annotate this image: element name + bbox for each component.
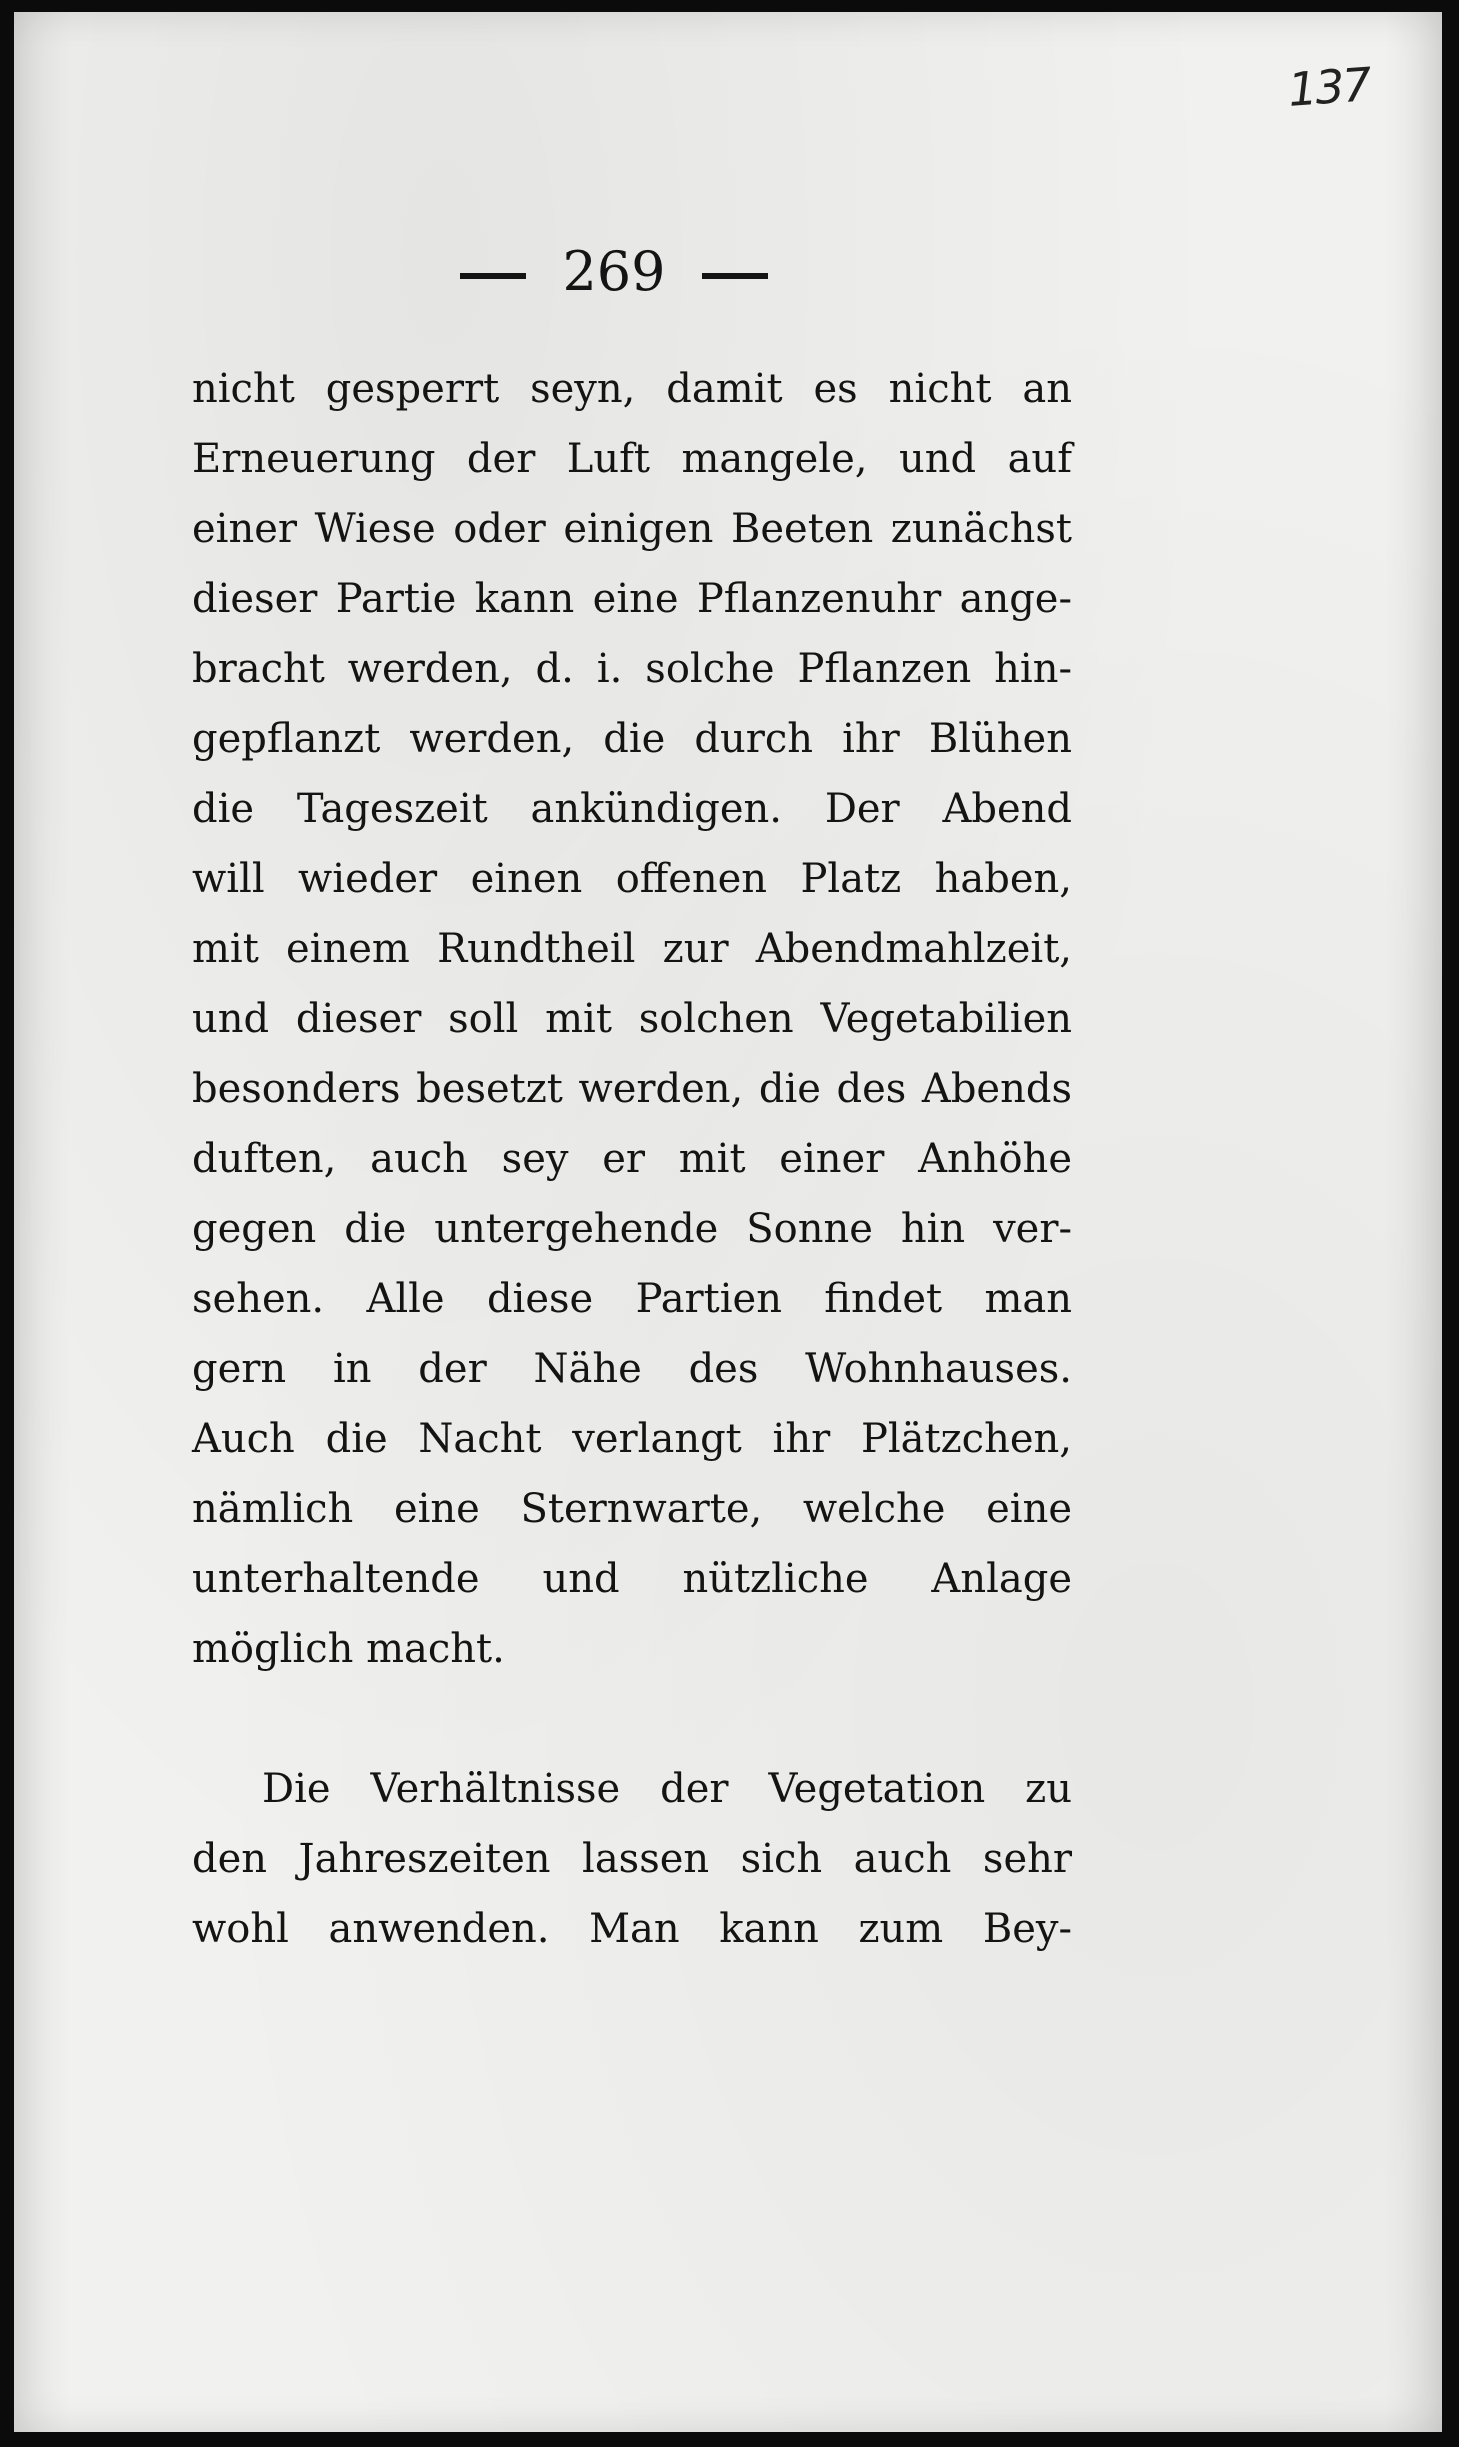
text-line: einer Wiese oder einigen Beeten zunächst: [192, 506, 1072, 552]
text-line: duften, auch sey er mit einer Anhöhe: [192, 1136, 1072, 1182]
text-line: gern in der Nähe des Wohnhauses.: [192, 1346, 1072, 1392]
header-dash-left: [460, 273, 526, 279]
paragraph-1: [192, 354, 1072, 1684]
text-line: nicht gesperrt seyn, damit es nicht an: [192, 366, 1072, 412]
text-line: Erneuerung der Luft mangele, und auf: [192, 436, 1072, 482]
text-line: sehen. Alle diese Partien findet man: [192, 1276, 1072, 1322]
handwritten-folio-number: 137: [1286, 57, 1372, 117]
header-dash-right: [702, 273, 768, 279]
text-line: den Jahreszeiten lassen sich auch sehr: [192, 1836, 1072, 1882]
page-number: 269: [562, 240, 666, 303]
text-line: unterhaltende und nützliche Anlage: [192, 1556, 1072, 1602]
book-page: [14, 12, 1442, 2432]
text-line: Auch die Nacht verlangt ihr Plätzchen,: [192, 1416, 1072, 1462]
text-line: gepflanzt werden, die durch ihr Blühen: [192, 716, 1072, 762]
text-line: die Tageszeit ankündigen. Der Abend: [192, 786, 1072, 832]
text-line: mit einem Rundtheil zur Abendmahlzeit,: [192, 926, 1072, 972]
text-line: will wieder einen offenen Platz haben,: [192, 856, 1072, 902]
text-line: und dieser soll mit solchen Vegetabilien: [192, 996, 1072, 1042]
text-line: Die Verhältnisse der Vegetation zu: [262, 1766, 1072, 1812]
text-line: gegen die untergehende Sonne hin ver-: [192, 1206, 1072, 1252]
text-line: möglich macht.: [192, 1626, 505, 1672]
text-line: dieser Partie kann eine Pflanzenuhr ange-: [192, 576, 1072, 622]
body-text: [192, 354, 1072, 1964]
page-header: [0, 240, 1344, 303]
paragraph-spacer: [192, 1684, 1072, 1754]
text-line: nämlich eine Sternwarte, welche eine: [192, 1486, 1072, 1532]
text-line: besonders besetzt werden, die des Abends: [192, 1066, 1072, 1112]
text-line: wohl anwenden. Man kann zum Bey-: [192, 1906, 1072, 1952]
text-line: bracht werden, d. i. solche Pflanzen hin-: [192, 646, 1072, 692]
paragraph-2: [192, 1754, 1072, 1964]
